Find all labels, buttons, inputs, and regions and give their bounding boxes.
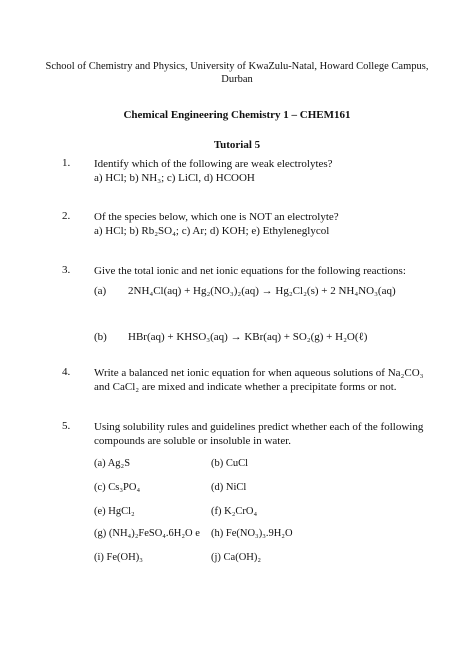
reaction-a-label: (a): [94, 285, 107, 297]
tutorial-title: Tutorial 5: [213, 139, 261, 151]
compound-c: (c) Cs₃PO₄: [94, 482, 141, 493]
reaction-b-label: (b): [94, 331, 107, 343]
reaction-b-equation: HBr(aq) + KHSO₃(aq) → KBr(aq) + SO₂(g) + H₂O(ℓ): [128, 331, 368, 343]
compound-i: (i) Fe(OH)₃: [94, 552, 143, 563]
question-2-text: Of the species below, which one is NOT an electrolyte?: [94, 211, 339, 223]
compound-d: (d) NiCl: [211, 482, 247, 493]
question-2-options: a) HCl; b) Rb₂SO₄; c) Ar; d) KOH; e) Ethyleneglycol: [94, 225, 330, 237]
compound-g: (g) (NH₄)₂FeSO₄.6H₂O e: [94, 528, 200, 539]
institution-header: [0, 60, 474, 86]
question-5-number: 5.: [62, 420, 71, 432]
compound-b: (b) CuCl: [211, 458, 249, 469]
question-4-line-2: and CaCl₂ are mixed and indicate whether a precipitate forms or not.: [94, 381, 397, 393]
question-4-line-1: Write a balanced net ionic equation for when aqueous solutions of Na₂CO₃: [94, 367, 424, 379]
compound-h: (h) Fe(NO₃)₃.9H₂O: [211, 528, 293, 539]
course-title: Chemical Engineering Chemistry 1 – CHEM161: [123, 109, 351, 121]
institution-line-1: School of Chemistry and Physics, University of KwaZulu-Natal, Howard College Campus,: [45, 61, 429, 72]
question-3-number: 3.: [62, 264, 71, 276]
question-1-options: a) HCl; b) NH₃; c) LiCl, d) HCOOH: [94, 172, 255, 184]
question-2-number: 2.: [62, 210, 71, 222]
question-1-text: Identify which of the following are weak electrolytes?: [94, 158, 333, 170]
compound-f: (f) K₂CrO₄: [211, 506, 258, 517]
compound-j: (j) Ca(OH)₂: [211, 552, 262, 563]
question-3-text: Give the total ionic and net ionic equations for the following reactions:: [94, 265, 406, 277]
question-5-line-2: compounds are soluble or insoluble in water.: [94, 435, 292, 447]
institution-line-2: Durban: [221, 74, 253, 85]
reaction-a-equation: 2NH₄Cl(aq) + Hg₂(NO₃)₂(aq) → Hg₂Cl₂(s) + 2 NH₄NO₃(aq): [128, 285, 396, 297]
compound-e: (e) HgCl₂: [94, 506, 135, 517]
question-4-number: 4.: [62, 366, 71, 378]
question-1-number: 1.: [62, 157, 71, 169]
compound-a: (a) Ag₂S: [94, 458, 131, 469]
question-5-line-1: Using solubility rules and guidelines predict whether each of the following: [94, 421, 424, 433]
